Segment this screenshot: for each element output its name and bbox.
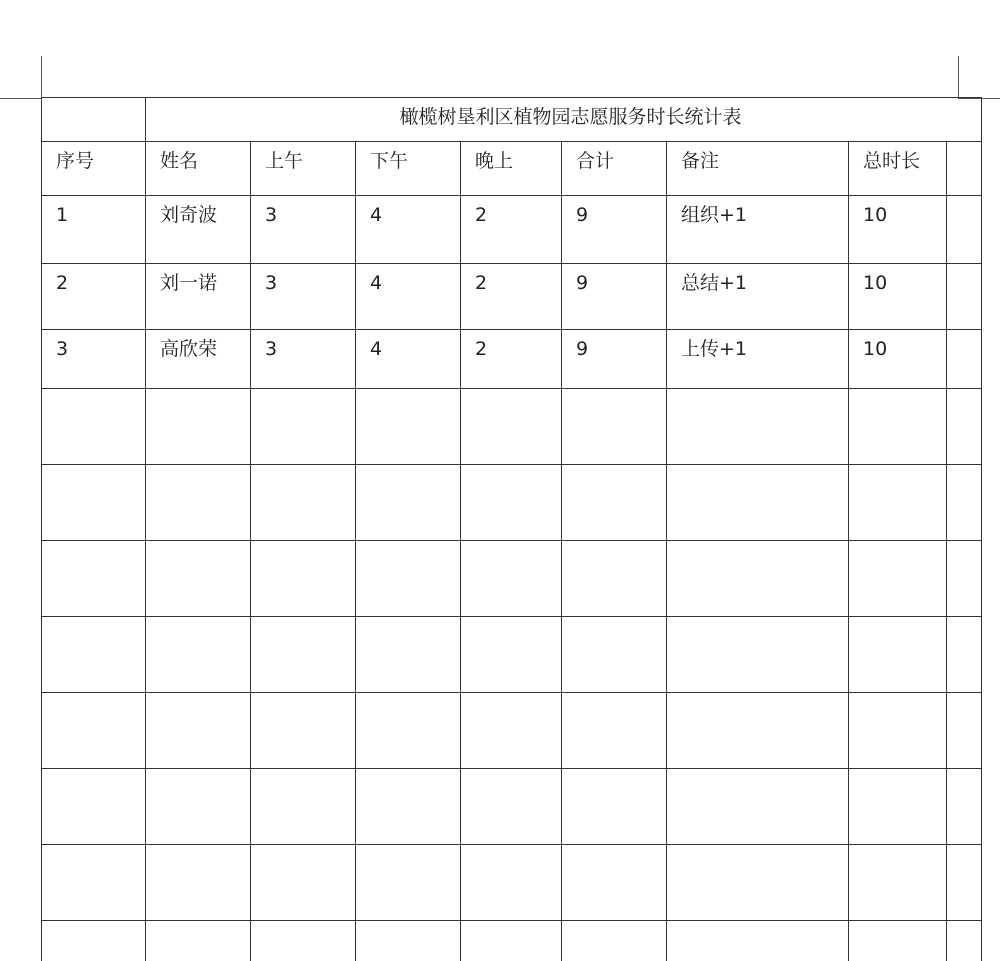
table-cell-empty[interactable]: [42, 389, 146, 465]
table-cell[interactable]: 刘奇波: [146, 196, 251, 264]
table-cell-empty[interactable]: [461, 617, 562, 693]
header-cell-total[interactable]: 总时长: [849, 142, 947, 196]
table-cell-empty[interactable]: [667, 845, 849, 921]
table-cell[interactable]: 上传+1: [667, 330, 849, 389]
table-cell-empty[interactable]: [562, 541, 667, 617]
table-row-empty: [42, 617, 982, 693]
table-cell[interactable]: 4: [356, 264, 461, 330]
table-cell[interactable]: 3: [42, 330, 146, 389]
table-cell-empty[interactable]: [849, 465, 947, 541]
table-cell-empty[interactable]: [42, 769, 146, 845]
table-cell-empty[interactable]: [562, 693, 667, 769]
table-cell-empty[interactable]: [947, 921, 982, 961]
table-cell-empty[interactable]: [461, 769, 562, 845]
table-cell-empty[interactable]: [947, 693, 982, 769]
table-cell-empty[interactable]: [947, 389, 982, 465]
table-cell-empty[interactable]: [947, 465, 982, 541]
table-cell-empty[interactable]: [146, 465, 251, 541]
table-cell-empty[interactable]: [461, 921, 562, 961]
header-cell-index[interactable]: 序号: [42, 142, 146, 196]
table-cell[interactable]: 10: [849, 196, 947, 264]
table-cell[interactable]: 4: [356, 330, 461, 389]
table-cell-empty[interactable]: [947, 617, 982, 693]
table-cell-empty[interactable]: [251, 769, 356, 845]
table-cell-empty[interactable]: [667, 389, 849, 465]
table-cell[interactable]: 3: [251, 330, 356, 389]
header-cell-subtotal[interactable]: 合计: [562, 142, 667, 196]
table-cell-empty[interactable]: [146, 921, 251, 961]
table-cell-empty[interactable]: [146, 693, 251, 769]
table-cell-empty[interactable]: [42, 845, 146, 921]
header-cell-morning[interactable]: 上午: [251, 142, 356, 196]
table-cell-empty[interactable]: [146, 769, 251, 845]
table-cell-empty[interactable]: [461, 845, 562, 921]
table-cell-empty[interactable]: [849, 617, 947, 693]
table-cell[interactable]: 高欣荣: [146, 330, 251, 389]
table-cell-empty[interactable]: [667, 465, 849, 541]
table-cell[interactable]: 2: [42, 264, 146, 330]
table-cell[interactable]: 10: [849, 330, 947, 389]
header-cell-extra[interactable]: [947, 142, 982, 196]
table-cell-empty[interactable]: [251, 693, 356, 769]
table-cell-empty[interactable]: [356, 389, 461, 465]
header-row: [42, 142, 982, 196]
table-cell[interactable]: 刘一诺: [146, 264, 251, 330]
table-row: [42, 196, 982, 264]
table-cell[interactable]: 2: [461, 196, 562, 264]
table-cell-empty[interactable]: [461, 465, 562, 541]
table-cell-empty[interactable]: [146, 845, 251, 921]
table-cell-empty[interactable]: [356, 693, 461, 769]
table-cell-empty[interactable]: [667, 541, 849, 617]
header-cell-name[interactable]: 姓名: [146, 142, 251, 196]
table-cell-empty[interactable]: [251, 845, 356, 921]
table-cell[interactable]: [947, 196, 982, 264]
table-cell[interactable]: 9: [562, 196, 667, 264]
table-cell-empty[interactable]: [251, 921, 356, 961]
table-cell-empty[interactable]: [356, 845, 461, 921]
table-cell-empty[interactable]: [849, 921, 947, 961]
table-cell-empty[interactable]: [849, 541, 947, 617]
table-cell[interactable]: 10: [849, 264, 947, 330]
table-cell-empty[interactable]: [356, 921, 461, 961]
table-cell-empty[interactable]: [42, 541, 146, 617]
header-cell-remarks[interactable]: 备注: [667, 142, 849, 196]
table-cell-empty[interactable]: [947, 845, 982, 921]
table-cell-empty[interactable]: [42, 465, 146, 541]
table-row-empty: [42, 921, 982, 961]
table-cell[interactable]: 2: [461, 330, 562, 389]
table-cell-empty[interactable]: [461, 389, 562, 465]
table-title[interactable]: 橄榄树垦利区植物园志愿服务时长统计表: [146, 98, 982, 142]
table-row-empty: [42, 769, 982, 845]
table-cell-empty[interactable]: [356, 541, 461, 617]
title-row: [42, 98, 982, 142]
margin-guide-right: [958, 56, 959, 98]
table-cell[interactable]: 9: [562, 330, 667, 389]
margin-guide-left: [41, 56, 42, 98]
table-cell-empty[interactable]: [667, 921, 849, 961]
table-cell[interactable]: [42, 98, 146, 142]
table-cell-empty[interactable]: [562, 617, 667, 693]
table-cell-empty[interactable]: [562, 921, 667, 961]
table-cell[interactable]: 组织+1: [667, 196, 849, 264]
table-row-empty: [42, 465, 982, 541]
table-cell-empty[interactable]: [356, 465, 461, 541]
table-row-empty: [42, 389, 982, 465]
table-cell-empty[interactable]: [849, 693, 947, 769]
table-cell-empty[interactable]: [42, 693, 146, 769]
table-cell-empty[interactable]: [562, 845, 667, 921]
table-cell[interactable]: 3: [251, 264, 356, 330]
table-cell-empty[interactable]: [146, 389, 251, 465]
table-cell-empty[interactable]: [461, 693, 562, 769]
table-cell-empty[interactable]: [251, 541, 356, 617]
table-cell-empty[interactable]: [42, 617, 146, 693]
table-cell-empty[interactable]: [356, 769, 461, 845]
table-cell-empty[interactable]: [947, 769, 982, 845]
table-cell-empty[interactable]: [251, 389, 356, 465]
table-cell-empty[interactable]: [42, 921, 146, 961]
table-row-empty: [42, 541, 982, 617]
header-cell-afternoon[interactable]: 下午: [356, 142, 461, 196]
table-cell[interactable]: 9: [562, 264, 667, 330]
table-cell-empty[interactable]: [251, 465, 356, 541]
table-cell-empty[interactable]: [146, 541, 251, 617]
table-cell-empty[interactable]: [849, 845, 947, 921]
table-row-empty: [42, 693, 982, 769]
table-cell[interactable]: 2: [461, 264, 562, 330]
table-row-empty: [42, 845, 982, 921]
table-cell-empty[interactable]: [461, 541, 562, 617]
table-cell-empty[interactable]: [251, 617, 356, 693]
table-cell[interactable]: 3: [251, 196, 356, 264]
table-row: [42, 330, 982, 389]
table-cell-empty[interactable]: [849, 389, 947, 465]
table-cell[interactable]: [947, 264, 982, 330]
table-cell[interactable]: [947, 330, 982, 389]
table-row: [42, 264, 982, 330]
table-cell[interactable]: 总结+1: [667, 264, 849, 330]
table-cell[interactable]: 1: [42, 196, 146, 264]
table-cell-empty[interactable]: [562, 389, 667, 465]
margin-guide-top-left: [0, 98, 42, 99]
volunteer-hours-table: [41, 97, 982, 961]
table-cell-empty[interactable]: [667, 769, 849, 845]
table-cell-empty[interactable]: [562, 465, 667, 541]
table-cell-empty[interactable]: [947, 541, 982, 617]
table-cell-empty[interactable]: [849, 769, 947, 845]
table-cell-empty[interactable]: [667, 693, 849, 769]
table-cell-empty[interactable]: [562, 769, 667, 845]
table-cell[interactable]: 4: [356, 196, 461, 264]
table-cell-empty[interactable]: [356, 617, 461, 693]
table-cell-empty[interactable]: [146, 617, 251, 693]
header-cell-evening[interactable]: 晚上: [461, 142, 562, 196]
table-cell-empty[interactable]: [667, 617, 849, 693]
